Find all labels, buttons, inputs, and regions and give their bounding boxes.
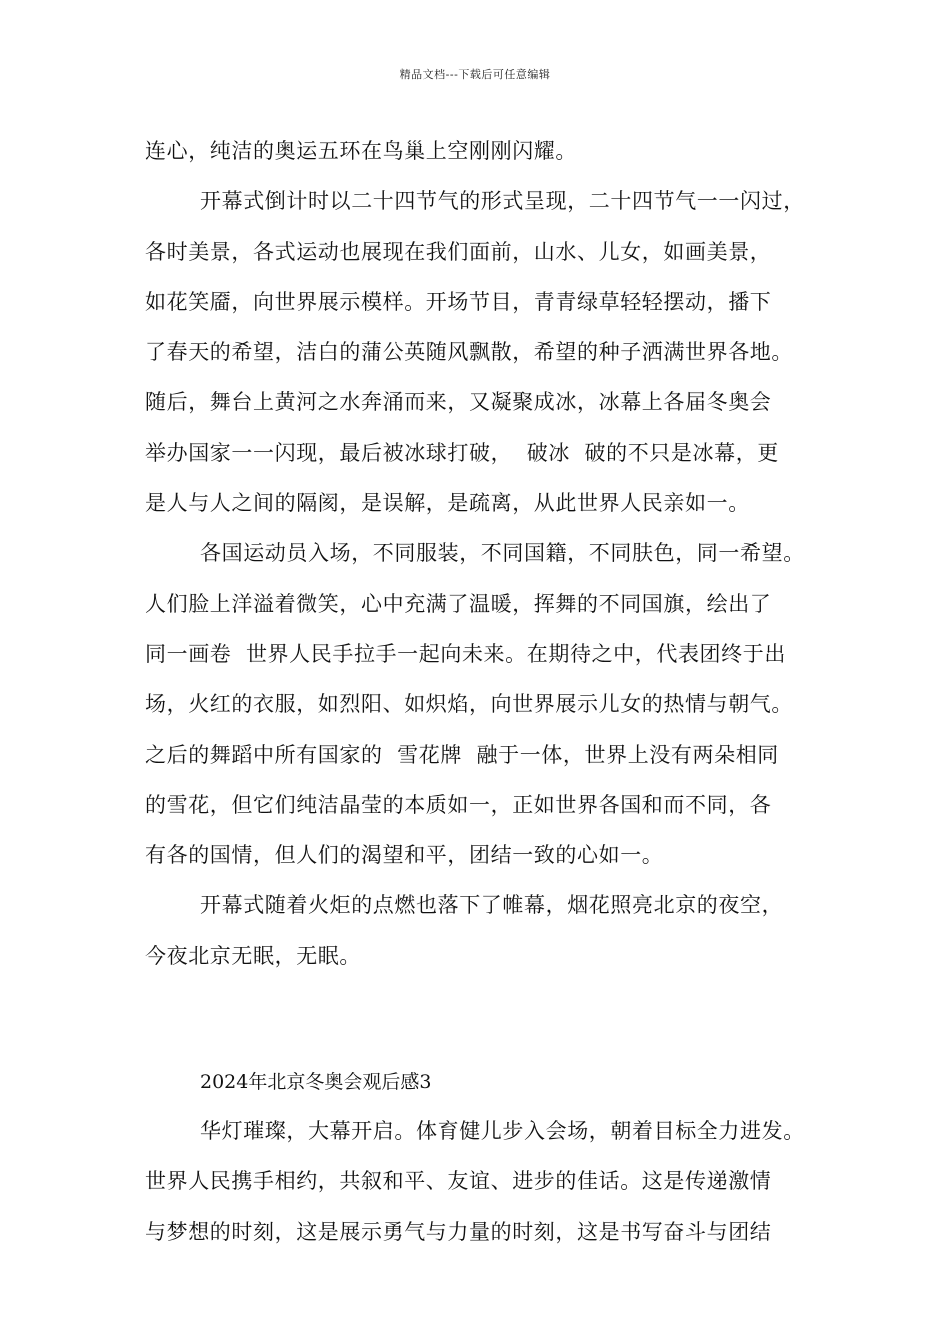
text-line: 连心，纯洁的奥运五环在鸟巢上空刚刚闪耀。: [145, 139, 577, 163]
document-body: [145, 126, 835, 1257]
text-line: 华灯璀璨，大幕开启。体育健儿步入会场，朝着目标全力进发。: [200, 1119, 805, 1144]
paragraph: [145, 176, 835, 528]
text-line: 之后的舞蹈中所有国家的 雪花牌 融于一体，世界上没有两朵相同: [145, 742, 779, 767]
text-line: 人们脸上洋溢着微笑，心中充满了温暖，挥舞的不同国旗，绘出了: [145, 591, 772, 616]
text-line: 场，火红的衣服，如烈阳、如炽焰，向世界展示儿女的热情与朝气。: [145, 692, 793, 717]
paragraph: [145, 880, 835, 981]
text-line: 的雪花，但它们纯洁晶莹的本质如一，正如世界各国和而不同，各: [145, 792, 772, 817]
text-line: 是人与人之间的隔阂，是误解，是疏离，从此世界人民亲如一。: [145, 491, 750, 516]
text-line: 如花笑靥，向世界展示模样。开场节目，青青绿草轻轻摆动，播下: [145, 289, 772, 314]
text-line: 举办国家一一闪现，最后被冰球打破， 破冰 破的不只是冰幕，更: [145, 440, 779, 465]
section-title: 2024年北京冬奥会观后感3: [200, 1071, 432, 1094]
text-line: 同一画卷 世界人民手拉手一起向未来。在期待之中，代表团终于出: [145, 641, 786, 666]
text-line: 各国运动员入场，不同服装，不同国籍，不同肤色，同一希望。: [200, 541, 805, 566]
text-line: 各时美景，各式运动也展现在我们面前，山水、儿女，如画美景，: [145, 239, 772, 264]
paragraph: [145, 1106, 835, 1257]
section-spacer: [145, 981, 835, 1058]
text-line: 随后，舞台上黄河之水奔涌而来，又凝聚成冰，冰幕上各届冬奥会: [145, 390, 772, 415]
text-line: 今夜北京无眠，无眠。: [145, 943, 361, 968]
page-header: 精品文档---下载后可任意编辑: [399, 68, 551, 81]
text-line: 与梦想的时刻，这是展示勇气与力量的时刻，这是书写奋斗与团结: [145, 1219, 772, 1244]
text-line: 开幕式随着火炬的点燃也落下了帷幕，烟花照亮北京的夜空，: [200, 893, 784, 918]
text-line: 世界人民携手相约，共叙和平、友谊、进步的佳话。这是传递激情: [145, 1169, 772, 1194]
paragraph: [145, 528, 835, 880]
text-line: 了春天的希望，洁白的蒲公英随风飘散，希望的种子洒满世界各地。: [145, 340, 793, 365]
paragraph: [145, 126, 835, 176]
text-line: 有各的国情，但人们的渴望和平，团结一致的心如一。: [145, 843, 664, 868]
text-line: 开幕式倒计时以二十四节气的形式呈现，二十四节气一一闪过，: [200, 189, 805, 214]
